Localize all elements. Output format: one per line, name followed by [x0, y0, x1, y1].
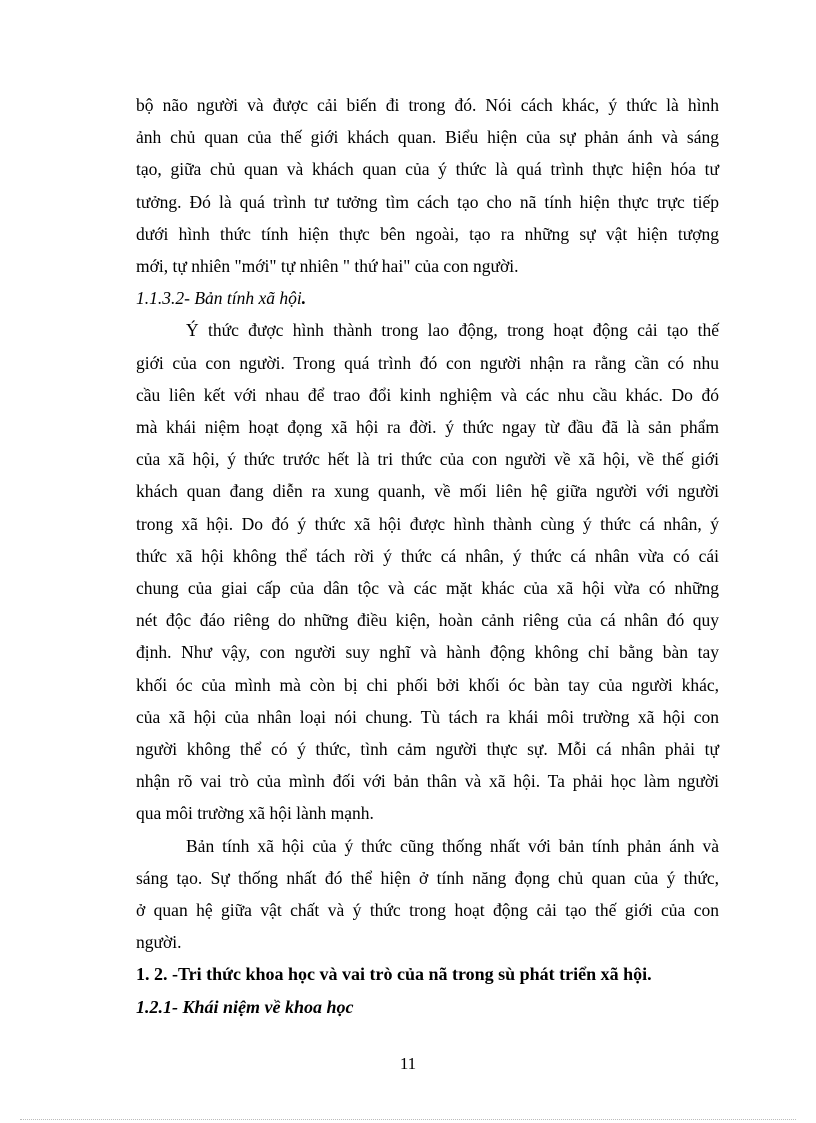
subsection-heading-2: 1.2.1- Khái niệm về khoa học — [136, 996, 354, 1017]
subsection-heading-text: 1.1.3.2- Bản tính xã hội — [136, 288, 302, 309]
text-line: cầu liên kết với nhau để trao đổi kinh nghiệm và các nhu cầu khác. Do đó — [136, 384, 719, 405]
text-line: mà khái niệm hoạt đọng xã hội ra đời. ý thức ngay từ đầu đã là sản phẩm — [136, 417, 719, 438]
subsection-heading — [136, 282, 719, 314]
text-line: khối óc của mình mà còn bị chi phối bởi khối óc bàn tay của người khác, — [136, 674, 719, 695]
text-line: dưới hình thức tính hiện thực bên ngoài, tạo ra những sự vật hiện tượng — [136, 223, 719, 244]
paragraph-3 — [136, 830, 719, 959]
text-line: người không thể có ý thức, tình cảm người thực sự. Mỗi cá nhân phải tự — [136, 739, 719, 760]
text-line: bộ não người và được cải biến đi trong đó. Nói cách khác, ý thức là hình — [136, 95, 719, 115]
text-line: nhận rõ vai trò của mình đối với bản thân và xã hội. Ta phải học làm người — [136, 771, 719, 792]
text-line: trong xã hội. Do đó ý thức xã hội được hình thành cùng ý thức cá nhân, ý — [136, 513, 719, 534]
text-line: Bản tính xã hội của ý thức cũng thống nhất với bản tính phản ánh và — [186, 835, 719, 856]
text-line: nét độc đáo riêng do những điều kiện, hoàn cảnh riêng của cá nhân đó quy — [136, 610, 719, 631]
page-bottom-divider — [20, 1119, 796, 1120]
paragraph-1 — [136, 89, 719, 282]
text-line: khách quan đang diễn ra xung quanh, về mối liên hệ giữa người với người — [136, 481, 719, 502]
text-line: người. — [136, 932, 182, 953]
paragraph-2 — [136, 314, 719, 829]
subsection-heading-dot: . — [301, 288, 307, 309]
text-line: Ý thức được hình thành trong lao động, trong hoạt động cải tạo thế — [186, 320, 719, 341]
text-line: ảnh chủ quan của thế giới khách quan. Biểu hiện của sự phản ánh và sáng — [136, 127, 719, 148]
text-line: định. Như vậy, con người suy nghĩ và hành động không chỉ bằng bàn tay — [136, 642, 719, 663]
text-line: tưởng. Đó là quá trình tư tưởng tìm cách tạo cho nã tính hiện thực trực tiếp — [136, 191, 719, 212]
text-line: của xã hội, ý thức trước hết là tri thức của con người về xã hội, về thế giới — [136, 449, 719, 470]
section-heading: 1. 2. -Tri thức khoa học và vai trò của nã trong sù phát triển xã hội. — [136, 964, 652, 985]
text-line: của xã hội của nhân loại nói chung. Tù tách ra khái môi trường xã hội con — [136, 706, 719, 727]
text-line: chung của giai cấp của dân tộc và các mặt khác của xã hội vừa có những — [136, 578, 719, 599]
text-line: thức xã hội không thể tách rời ý thức cá nhân, ý thức cá nhân vừa có cái — [136, 545, 719, 566]
text-line: qua môi trường xã hội lành mạnh. — [136, 803, 374, 824]
text-line: tạo, giữa chủ quan và khách quan của ý thức là quá trình thực hiện hóa tư — [136, 159, 719, 180]
page-number: 11 — [399, 1054, 417, 1073]
text-line: ở quan hệ giữa vật chất và ý thức trong hoạt động cải tạo thế giới của con — [136, 900, 719, 921]
text-line: giới của con người. Trong quá trình đó con người nhận ra rằng cần có nhu — [136, 352, 719, 373]
document-page — [136, 89, 719, 1023]
text-line: mới, tự nhiên "mới" tự nhiên " thứ hai" của con người. — [136, 256, 519, 277]
text-line: sáng tạo. Sự thống nhất đó thể hiện ở tính năng đọng chủ quan của ý thức, — [136, 867, 719, 888]
